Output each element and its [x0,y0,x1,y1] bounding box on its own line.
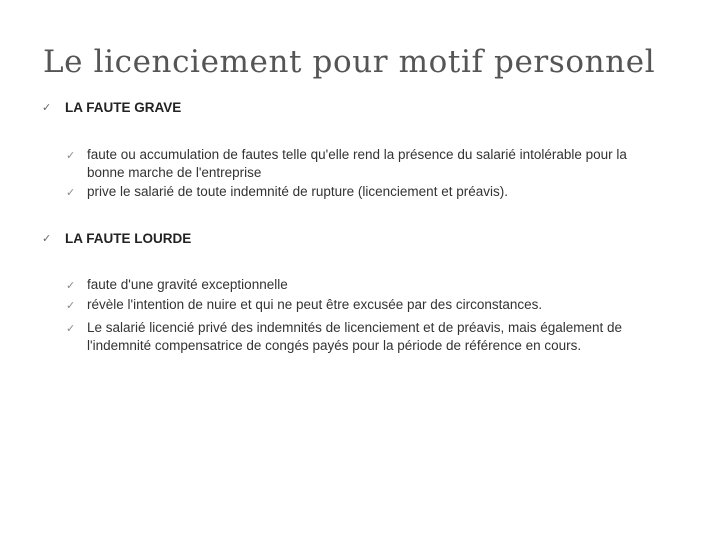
list-item [66,276,666,294]
list-item-text: Le salarié licencié privé des indemnités de licenciement et de préavis, mais également de l'indemnité compensatrice de congés payés pour la période de référence en cours. [87,320,623,353]
list-item-text: révèle l'intention de nuire et qui ne peut être excusée par des circonstances. [87,297,543,312]
list-item [66,183,666,201]
checkmark-icon: ✓ [66,300,76,312]
checkmark-icon: ✓ [66,280,76,292]
checkmark-icon: ✓ [66,150,76,162]
slide-title: Le licenciement pour motif personnel [43,44,656,80]
section-heading-label: LA FAUTE LOURDE [65,231,192,246]
list-item [66,319,666,355]
list-item [66,296,666,314]
checkmark-icon: ✓ [66,323,76,335]
checkmark-icon: ✓ [42,102,52,114]
list-item-text: faute d'une gravité exceptionnelle [87,277,288,292]
checkmark-icon: ✓ [42,233,52,245]
list-item-text: faute ou accumulation de fautes telle qu'elle rend la présence du salarié intolérable pour la bonne marche de l'entreprise [87,147,627,180]
section-heading-label: LA FAUTE GRAVE [65,100,182,115]
checkmark-icon: ✓ [66,187,76,199]
list-item-text: prive le salarié de toute indemnité de rupture (licenciement et préavis). [87,184,508,199]
list-item [66,146,666,182]
